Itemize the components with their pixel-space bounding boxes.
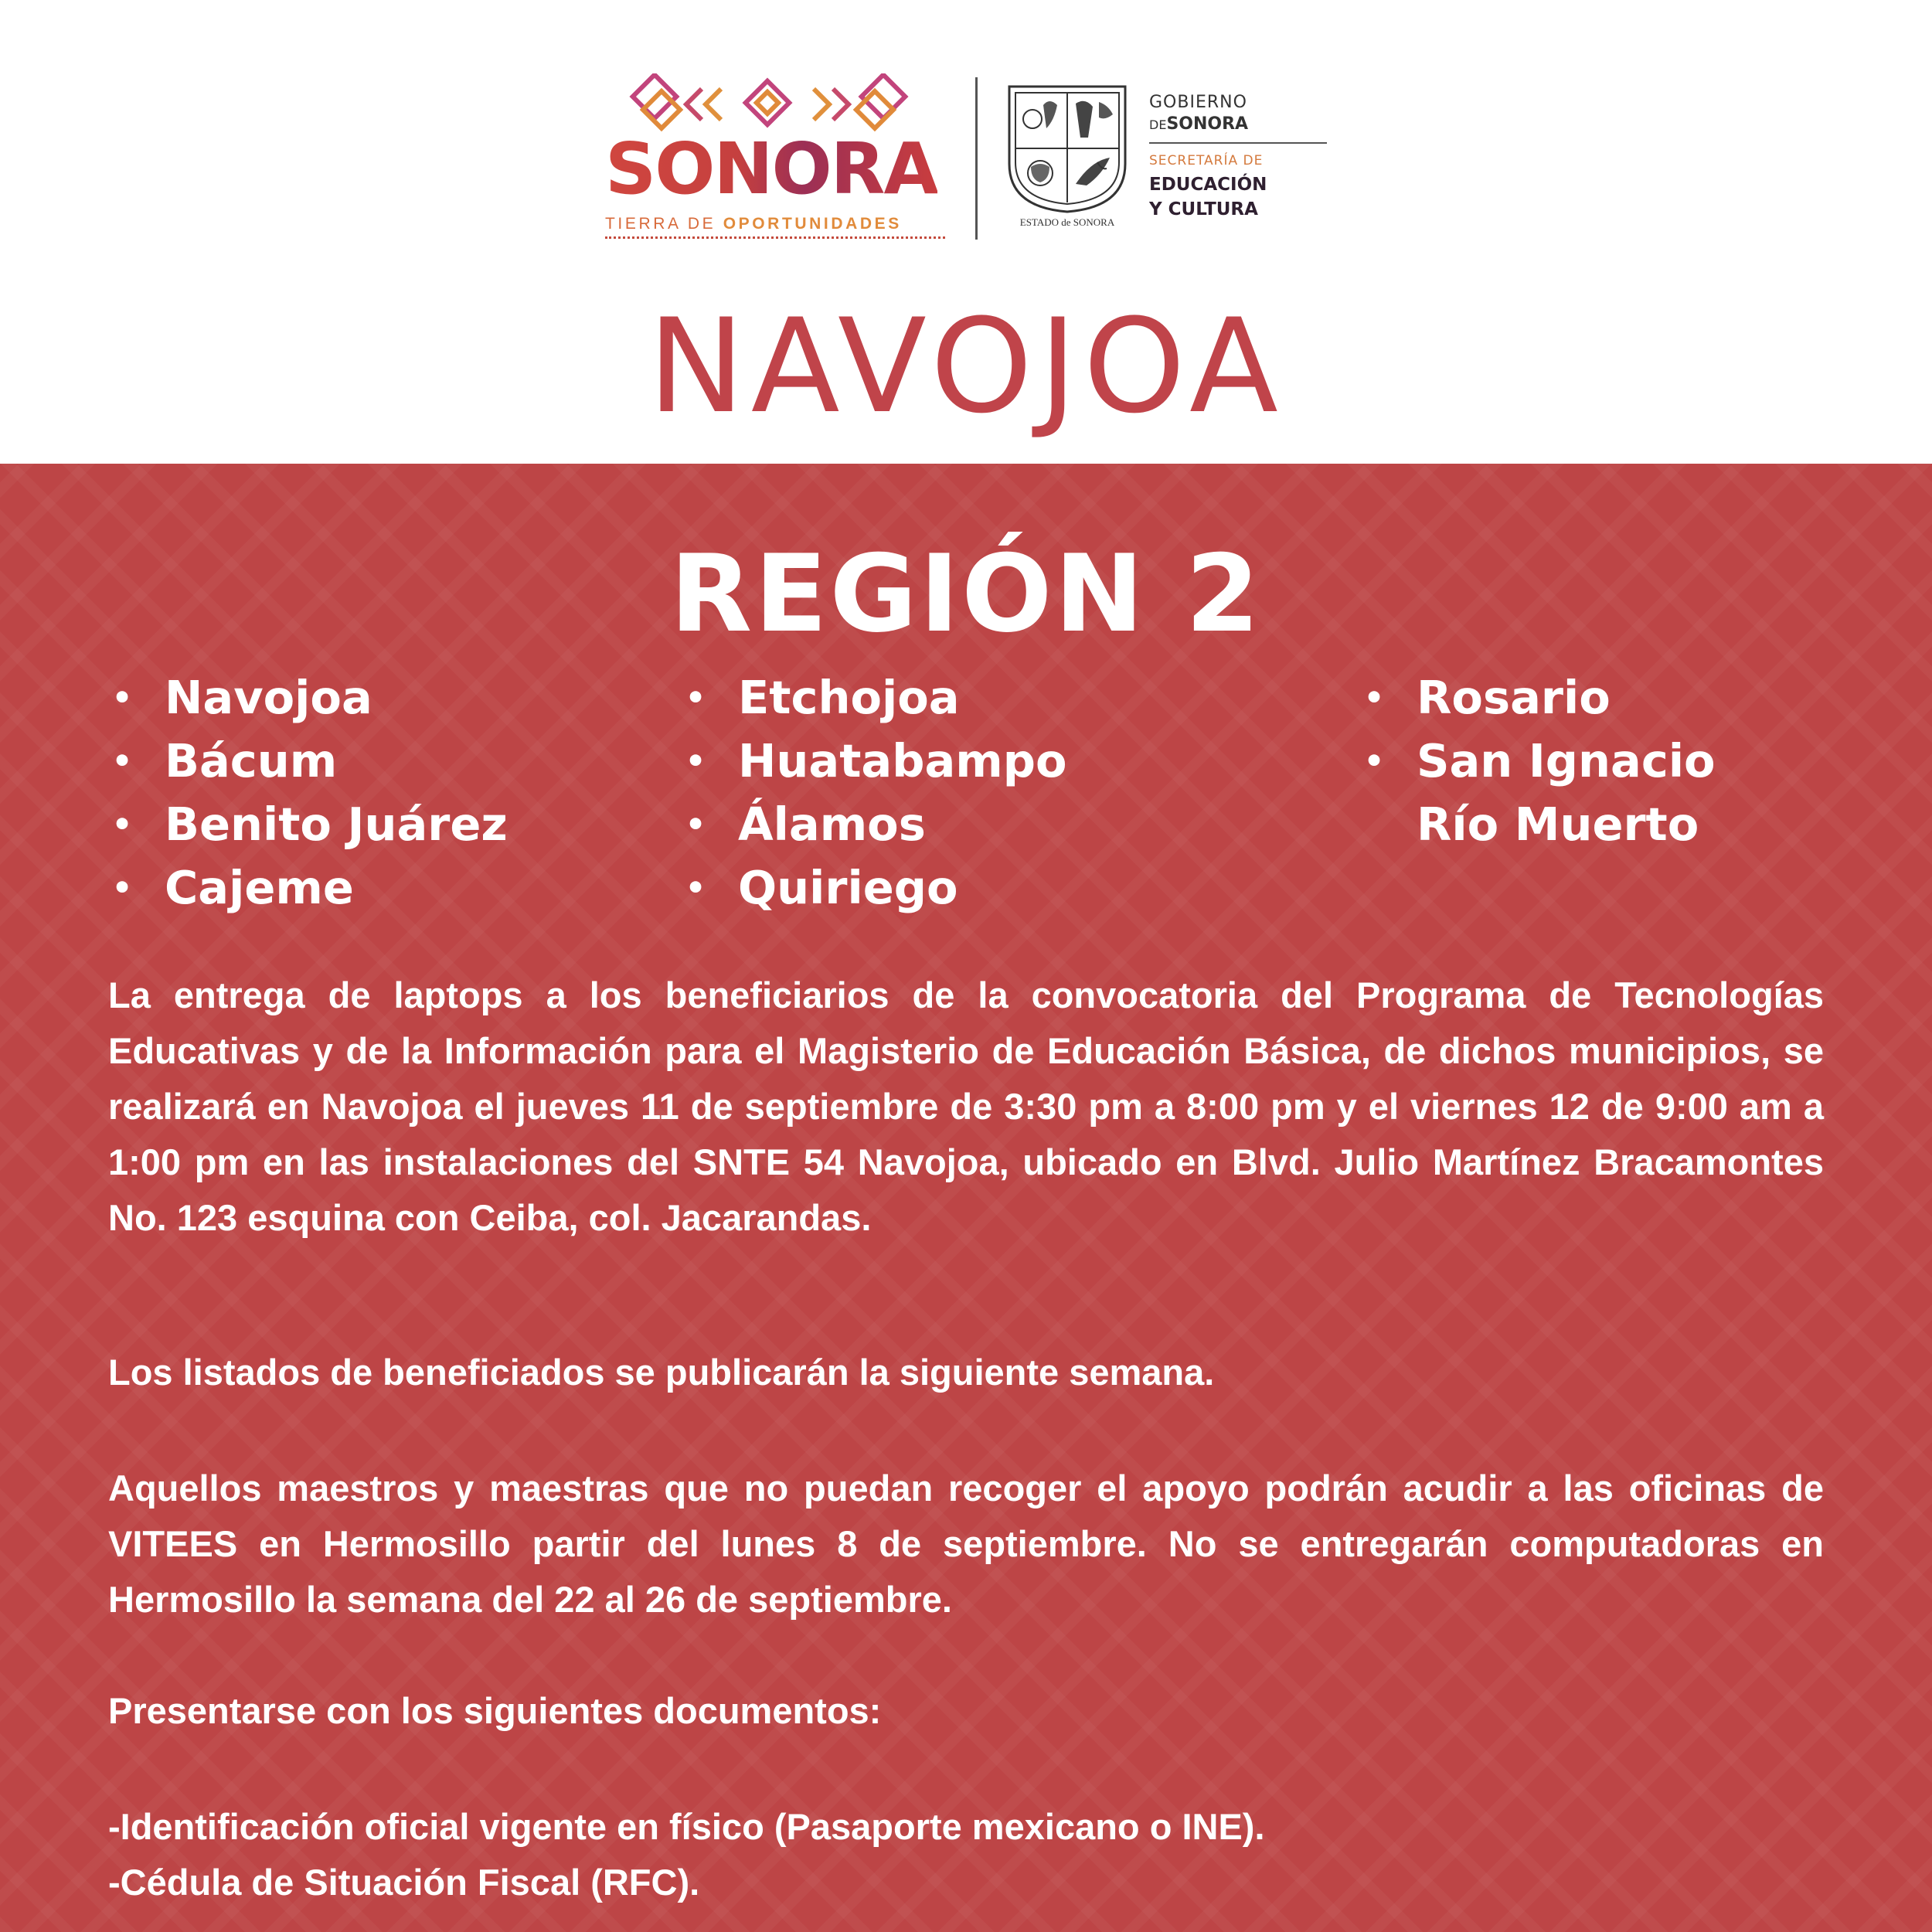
municipality-name: Rosario [1417, 671, 1611, 724]
municipality-item [107, 730, 508, 793]
municipality-item [680, 793, 1067, 856]
municipality-item [107, 793, 508, 856]
municipality-item [1359, 793, 1716, 856]
municipality-name: Navojoa [165, 671, 372, 724]
sonora-bold: SONORA [1166, 114, 1249, 134]
municipality-item [1359, 730, 1716, 793]
municipality-name: Huatabampo [738, 734, 1067, 787]
de-sonora-label [1149, 114, 1248, 134]
crest-label: ESTADO de SONORA [1019, 216, 1115, 228]
municipality-name: Benito Juárez [165, 798, 508, 851]
header [0, 0, 1932, 464]
municipality-name: Quiriego [738, 861, 958, 914]
municipality-column-1 [107, 666, 508, 920]
sonora-pattern-graphic [628, 73, 922, 135]
bullet: • [1363, 679, 1385, 716]
region-title: REGIÓN 2 [669, 532, 1263, 656]
info-panel [0, 464, 1932, 1932]
documents-heading: Presentarse con los siguientes documentos: [108, 1690, 882, 1731]
municipality-name: Álamos [738, 798, 926, 851]
cultura-label: Y CULTURA [1149, 199, 1258, 219]
municipality-item [680, 856, 1067, 920]
bullet: • [111, 805, 133, 843]
government-logo [1149, 93, 1335, 232]
bullet: • [1363, 742, 1385, 780]
secretaria-label: SECRETARÍA DE [1149, 153, 1264, 168]
tagline-bold: OPORTUNIDADES [723, 215, 902, 233]
hermosillo-paragraph: Aquellos maestros y maestras que no puedan recoger el apoyo podrán acudir a las oficinas de VITEES en Hermosillo partir del lunes 8 de septiembre. No se entregarán computadoras en Hermosillo la semana del 22 al 26 de septiembre. [108, 1468, 1824, 1620]
bullet: • [685, 742, 706, 780]
sonora-logo [599, 73, 954, 240]
bullet: • [685, 805, 706, 843]
de-prefix: DE [1149, 117, 1167, 132]
bullet: • [111, 869, 133, 906]
municipality-name: Río Muerto [1417, 798, 1699, 851]
tagline-light: TIERRA DE [605, 215, 716, 233]
listings-paragraph: Los listados de beneficiados se publicarán la siguiente semana. [108, 1352, 1215, 1393]
sonora-tagline [605, 216, 902, 232]
municipality-item [680, 730, 1067, 793]
government-rule [1149, 142, 1327, 144]
gobierno-label: GOBIERNO [1149, 93, 1247, 112]
educacion-label: EDUCACIÓN [1149, 175, 1267, 195]
municipality-item [107, 666, 508, 730]
municipality-column-2 [680, 666, 1067, 920]
municipality-name: Bácum [165, 734, 338, 787]
municipality-name: Cajeme [165, 861, 354, 914]
bullet: • [685, 679, 706, 716]
municipality-column-3 [1359, 666, 1716, 856]
state-crest [1005, 83, 1130, 229]
city-title: NAVOJOA [648, 291, 1284, 442]
crest-shield-icon [1005, 83, 1130, 215]
sonora-dotted-rule [605, 236, 945, 239]
municipality-item [1359, 666, 1716, 730]
municipality-name: San Ignacio [1417, 734, 1716, 787]
bullet: • [111, 679, 133, 716]
document-item: -Cédula de Situación Fiscal (RFC). [108, 1862, 700, 1903]
municipality-item [680, 666, 1067, 730]
bullet: • [685, 869, 706, 906]
logo-divider [975, 77, 978, 240]
sonora-wordmark: SONORA [605, 128, 937, 210]
municipality-item [107, 856, 508, 920]
delivery-paragraph: La entrega de laptops a los beneficiarios de la convocatoria del Programa de Tecnologías Educativas y de la Información para el Magisterio de Educación Básica, de dichos municipios, se realizará en Navojoa el jueves 11 de septiembre de 3:30 pm a 8:00 pm y el viernes 12 de 9:00 am a 1:00 pm en las instalaciones del SNTE 54 Navojoa, ubicado en Blvd. Julio Martínez Bracamontes No. 123 esquina con Ceiba, col. Jacarandas. [108, 975, 1824, 1238]
municipality-name: Etchojoa [738, 671, 960, 724]
document-item: -Identificación oficial vigente en físico (Pasaporte mexicano o INE). [108, 1806, 1265, 1847]
bullet: • [111, 742, 133, 780]
